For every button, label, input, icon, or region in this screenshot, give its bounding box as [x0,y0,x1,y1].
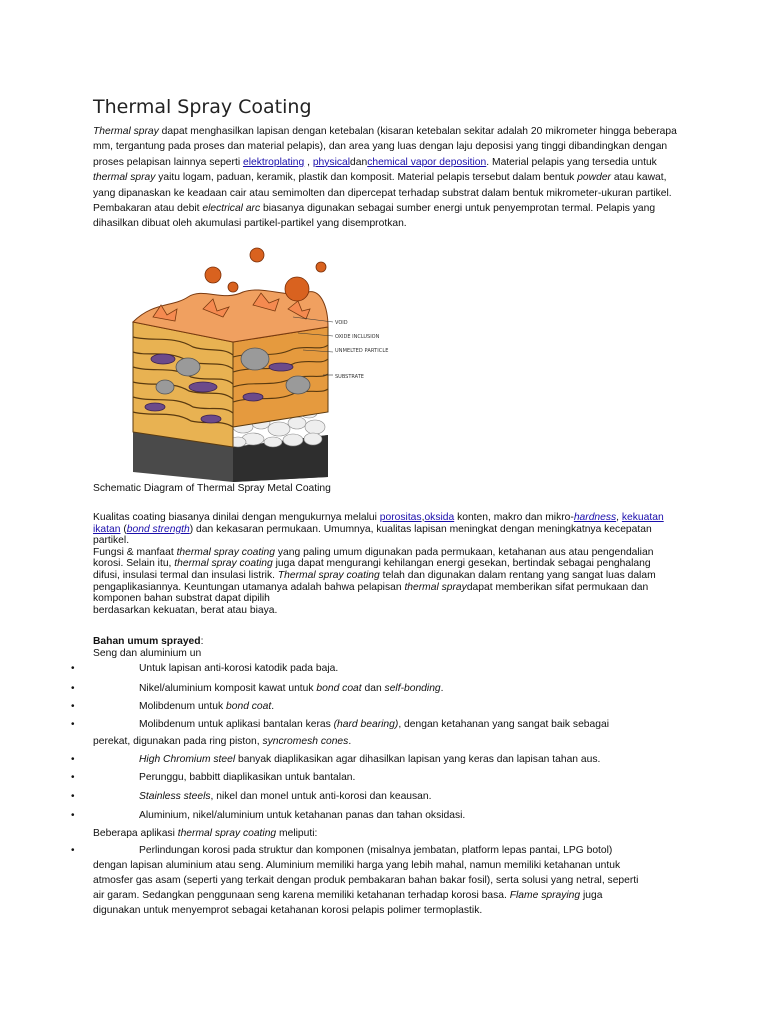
quality-term: thermal spray coating [176,546,276,558]
intro-text: . Material pelapis yang tersedia untuk [486,156,657,168]
intro-text: dapat menghasilkan lapisan dengan ketebalan (kisaran ketebalan sekitar adalah 20 mikrometer hingga beberapa mm, tergantung pada proses dan material pelapis), dan area yang luas dengan laju deposisi yang tinggi dibandingkan dengan proses pelapisan lainnya seperti [93,126,677,168]
bahan-colon: : [200,636,204,647]
quality-text: juga dapat mengurangi kehilangan energi gesekan, bertindak sebagai penghalang difusi, insulasi termal dan insulasi listrik. [93,558,651,581]
bahan-sub: Seng dan aluminium un [93,648,202,659]
bullet: • [71,754,75,765]
link-chemical-vapor-deposition[interactable]: chemical vapor deposition [367,156,487,168]
list-item-text: Perunggu, babbitt diaplikasikan untuk bantalan. [139,772,356,783]
intro-text: , [304,156,313,168]
figure-caption: Schematic Diagram of Thermal Spray Metal Coating [93,483,331,494]
quality-term: Thermal spray coating [277,569,380,581]
bahan-heading: Bahan umum sprayed [93,636,201,647]
intro-term: thermal spray [93,172,156,184]
bullet: • [71,845,75,856]
list-item-text: Aluminium, nikel/aluminium untuk ketahanan panas dan tahan oksidasi. [139,810,466,821]
bullet: • [71,719,75,730]
list-item-text: atmosfer gas asam (seperti yang terkait dengan produk pembakaran bahan bakar fosil), serta solusi yang netral, seperti [93,875,639,886]
bullet: • [71,683,75,694]
quality-text: Fungsi & manfaat [93,546,177,558]
applications-intro-text: Beberapa aplikasi thermal spray coating meliputi: [93,828,318,839]
bullet: • [71,701,75,712]
quality-text: , [616,512,622,523]
link-elektroplating[interactable]: elektroplating [242,156,305,168]
list-item-text: Nikel/aluminium komposit kawat untuk bond coat dan self-bonding. [139,683,444,694]
list-item-text: Stainless steels, nikel dan monel untuk anti-korosi dan keausan. [139,791,432,802]
list-item-text: High Chromium steel banyak diaplikasikan agar dihasilkan lapisan yang keras dan lapisan tahan aus. [139,754,601,765]
intro-text: atau kawat, yang dipanaskan ke keadaan cair atau semimolten dan dipercepat terhadap substrat dalam bentuk mikrometer-ukuran partikel. Pembakaran atau debit [93,172,672,215]
quality-text: telah dan digunakan dalam rentang yang sangat luas dalam pengaplikasiannya. Keuntungan utamanya adalah bahwa pelapisan [93,569,656,593]
bullet: • [71,810,75,821]
list-item-text: digunakan untuk menyemprot sebagai ketahanan korosi pelapis polimer termoplastik. [93,905,483,916]
link-physical[interactable]: physical [312,156,351,168]
quality-paragraph [93,512,678,616]
link-porositas[interactable]: porositas [379,512,422,523]
label-void: VOID [335,320,348,326]
list-item-text: Molibdenum untuk bond coat. [139,701,275,712]
intro-text: dan [350,156,368,168]
intro-paragraph [93,124,678,232]
link-hardness[interactable]: hardness [573,512,617,523]
link-oksida[interactable]: oksida [424,512,455,523]
coating-schematic-figure [93,247,403,482]
coating-side-face [233,327,328,427]
bullet: • [71,772,75,783]
list-item-text: Molibdenum untuk aplikasi bantalan keras (hard bearing), dengan ketahanan yang sangat baik sebagai [139,719,609,730]
quality-term: thermal spray [404,581,467,593]
label-substrate: SUBSTRATE [335,374,364,380]
bullet: • [71,663,75,674]
quality-text: dapat memberikan sifat permukaan dan komponen bahan substrat dapat dipilih [93,581,649,605]
quality-text: Kualitas coating biasanya dinilai dengan mengukurnya melalui [93,512,380,523]
intro-term: powder [577,172,611,184]
link-bond-strength[interactable]: bond strength [126,523,190,535]
intro-text: biasanya digunakan sebagai sumber energi untuk penyemprotan termal. Pelapis yang dihasilkan dibuat oleh akumulasi partikel-partikel yang disemprotkan. [93,203,656,230]
list-item-text: perekat, digunakan pada ring piston, syncromesh cones. [93,736,352,747]
intro-term: electrical arc [202,203,261,215]
quality-text: yang paling umum digunakan pada permukaan, ketahanan aus atau pengendalian korosi. Selain itu, [93,546,654,570]
quality-text: ( [120,523,127,535]
quality-text: berdasarkan kekuatan, berat atau biaya. [93,604,278,616]
label-unmelted-particle: UNMELTED PARTICLE [335,348,389,354]
list-item-text: Perlindungan korosi pada struktur dan komponen (misalnya jembatan, platform lepas pantai, LPG botol) [139,845,613,856]
page-title: Thermal Spray Coating [93,96,312,118]
bahan-section [93,636,203,660]
coating-schematic-illustration [93,247,403,482]
intro-text: yaitu logam, paduan, keramik, plastik dan komposit. Material pelapis tersebut dalam bentuk [155,172,578,184]
link-kekuatan-ikatan[interactable]: kekuatan ikatan [93,512,664,535]
intro-term: Thermal spray [93,126,159,137]
quality-text: , [421,512,425,523]
label-oxide-inclusion: OXIDE INCLUSION [335,334,380,340]
quality-text: konten, makro dan mikro- [454,512,574,523]
list-item-text: air garam. Sedangkan penggunaan seng karena memiliki ketahanan terhadap korosi basa. Flame spraying juga [93,890,603,901]
list-item-text: Untuk lapisan anti-korosi katodik pada baja. [139,663,339,674]
bullet: • [71,791,75,802]
quality-term: thermal spray coating [174,558,273,570]
list-item-text: dengan lapisan aluminium atau seng. Aluminium memiliki harga yang lebih mahal, namun memiliki ketahanan untuk [93,860,621,871]
quality-text: ) dan kekasaran permukaan. Umumnya, kualitas lapisan meningkat dengan meningkatnya kecepatan partikel. [93,523,652,547]
